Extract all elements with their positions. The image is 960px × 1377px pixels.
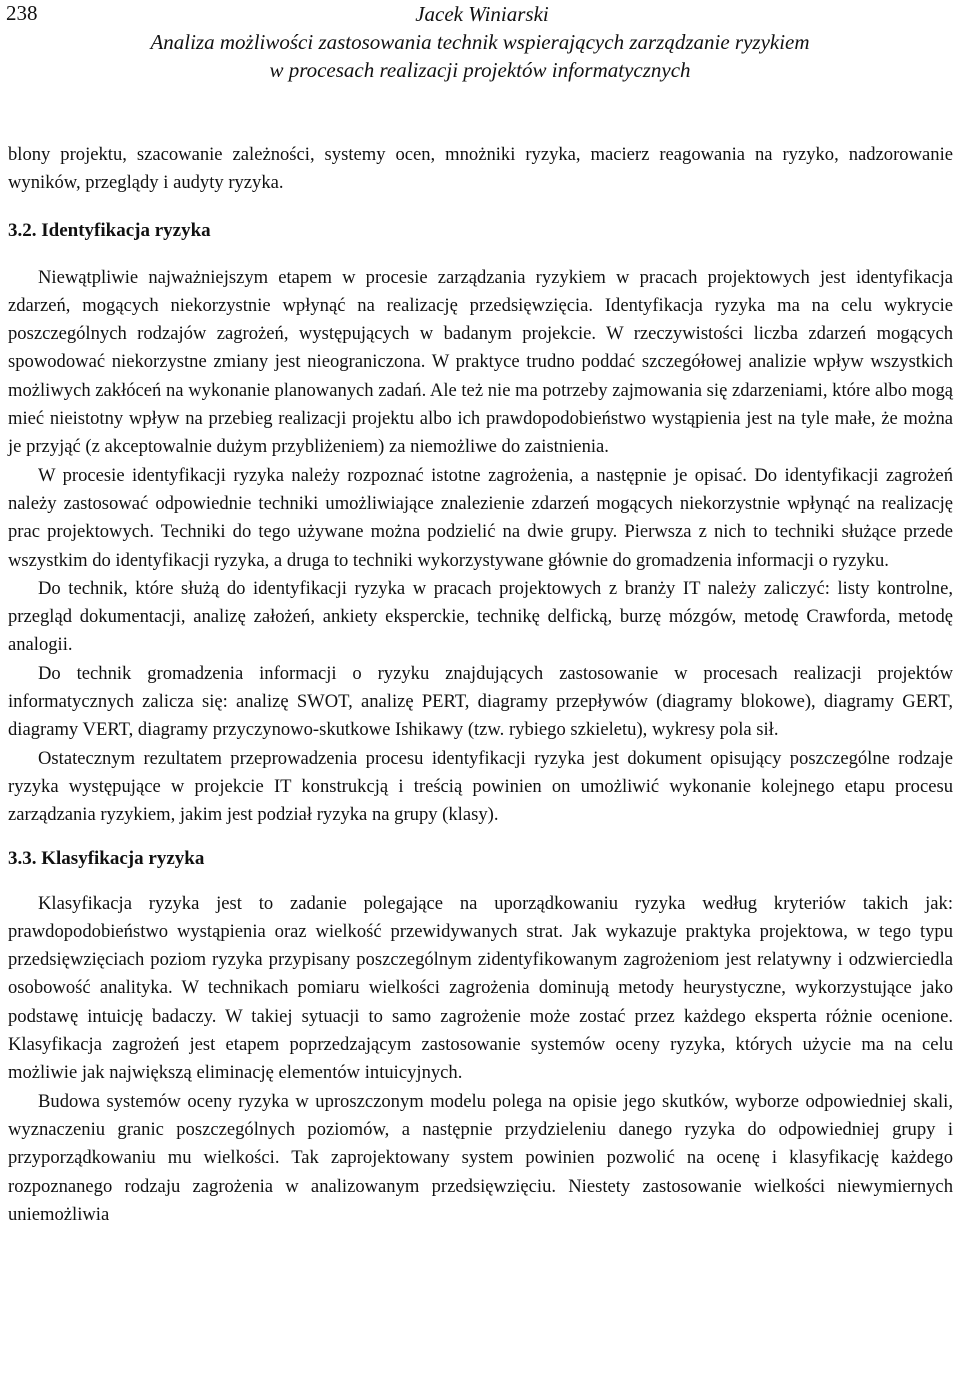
paragraph: Ostatecznym rezultatem przeprowadzenia procesu identyfikacji ryzyka jest dokument opisujący poszczególne rodzaje ryzyka występujące w projekcie IT konstrukcją i treścią powinien on umożliwić wykonanie kolejnego etapu procesu zarządzania ryzykiem, jakim jest podział ryzyka na grupy (klasy). <box>8 747 953 826</box>
header-author: Jacek Winiarski <box>415 2 549 26</box>
paragraph: Do technik gromadzenia informacji o ryzyku znajdujących zastosowanie w procesach realizacji projektów informatycznych zalicza się: analizę SWOT, analizę PERT, diagramy przepływów (diagramy blokowe), diagramy GERT, diagramy VERT, diagramy przyczynowo-skutkowe Ishikawy (tzw. rybiego szkieletu), wykresy pola sił. <box>8 662 953 741</box>
paragraph-intro: blony projektu, szacowanie zależności, systemy ocen, mnożniki ryzyka, macierz reagowania na ryzyko, nadzorowanie wyników, przeglądy i audyty ryzyka. <box>8 144 953 194</box>
paragraph: Klasyfikacja ryzyka jest to zadanie polegające na uporządkowaniu ryzyka według kryteriów takich jak: prawdopodobieństwo wystąpienia oraz wielkość przewidywanych strat. Jak wykazuje praktyka projektowa, w tego typu przedsięwzięciach poziom ryzyka przypisany poszczególnym zidentyfikowanym zagrożeniom jest relatywny i odzwierciedla osobowość analityka. W technikach pomiaru wielkości zagrożenia dominują metody heurystyczne, wykorzystujące jako podstawę intuicję badaczy. W takiej sytuacji to samo zagrożenie może zostać przez każdego eksperta różnie ocenione. Klasyfikacja zagrożeń jest etapem poprzedzającym zastosowanie systemów oceny ryzyka, których użycie ma na celu możliwie jak największą eliminację elementów intuicyjnych. <box>8 892 953 1084</box>
section-heading-identyfikacja: 3.2. Identyfikacja ryzyka <box>8 219 211 241</box>
header-title-line-1: Analiza możliwości zastosowania technik wspierających zarządzanie ryzykiem <box>150 30 810 54</box>
header-title-line-2: w procesach realizacji projektów informatycznych <box>269 58 691 82</box>
section-heading-klasyfikacja: 3.3. Klasyfikacja ryzyka <box>8 847 205 869</box>
running-header <box>0 0 960 84</box>
body-text <box>8 141 953 1229</box>
paragraph: Do technik, które służą do identyfikacji ryzyka w pracach projektowych z branży IT należy zaliczyć: listy kontrolne, przegląd dokumentacji, analizę założeń, ankiety eksperckie, technikę delficką, burzę mózgów, metodę Crawforda, metodę analogii. <box>8 577 953 656</box>
paragraph: Budowa systemów oceny ryzyka w uproszczonym modelu polega na opisie jego skutków, wyborze odpowiedniej skali, wyznaczeniu granic poszczególnych poziomów, a następnie przydzieleniu danego ryzyka do odpowiedniej grupy i przyporządkowaniu mu wielkości. Tak zaprojektowany system powinien pozwolić na ocenę i klasyfikację każdego rozpoznanego rodzaju zagrożenia w analizowanym przedsięwzięciu. Niestety zastosowanie wielkości niewymiernych uniemożliwia <box>8 1090 953 1225</box>
page-number: 238 <box>6 1 38 25</box>
paragraph: Niewątpliwie najważniejszym etapem w procesie zarządzania ryzykiem w pracach projektowych jest identyfikacja zdarzeń, mogących niekorzystnie wpłynąć na realizację przedsięwzięcia. Identyfikacja ryzyka ma na celu wykrycie poszczególnych rodzajów zagrożeń, występujących w badanym projekcie. W rzeczywistości liczba zdarzeń mogących spowodować niekorzystne zmiany jest nieograniczona. W praktyce trudno poddać szczegółowej analizie wpływ wszystkich możliwych zakłóceń na wykonanie planowanych zadań. Ale też nie ma potrzeby zajmowania się zdarzeniami, które albo mogą mieć nieistotny wpływ na przebieg realizacji projektu albo ich prawdopodobieństwo wystąpienia jest na tyle małe, że można je przyjąć (z akceptowalnie dużym przybliżeniem) za niemożliwe do zaistnienia. <box>8 266 953 458</box>
paragraph: W procesie identyfikacji ryzyka należy rozpoznać istotne zagrożenia, a następnie je opisać. Do identyfikacji zagrożeń należy zastosować odpowiednie techniki umożliwiające znalezienie zdarzeń mogących niekorzystnie wpłynąć na realizację prac projektowych. Techniki do tego używane można podzielić na dwie grupy. Pierwsza z nich to techniki służące przede wszystkim do identyfikacji ryzyka, a druga to techniki wykorzystywane głównie do gromadzenia informacji o ryzyku. <box>8 464 953 571</box>
